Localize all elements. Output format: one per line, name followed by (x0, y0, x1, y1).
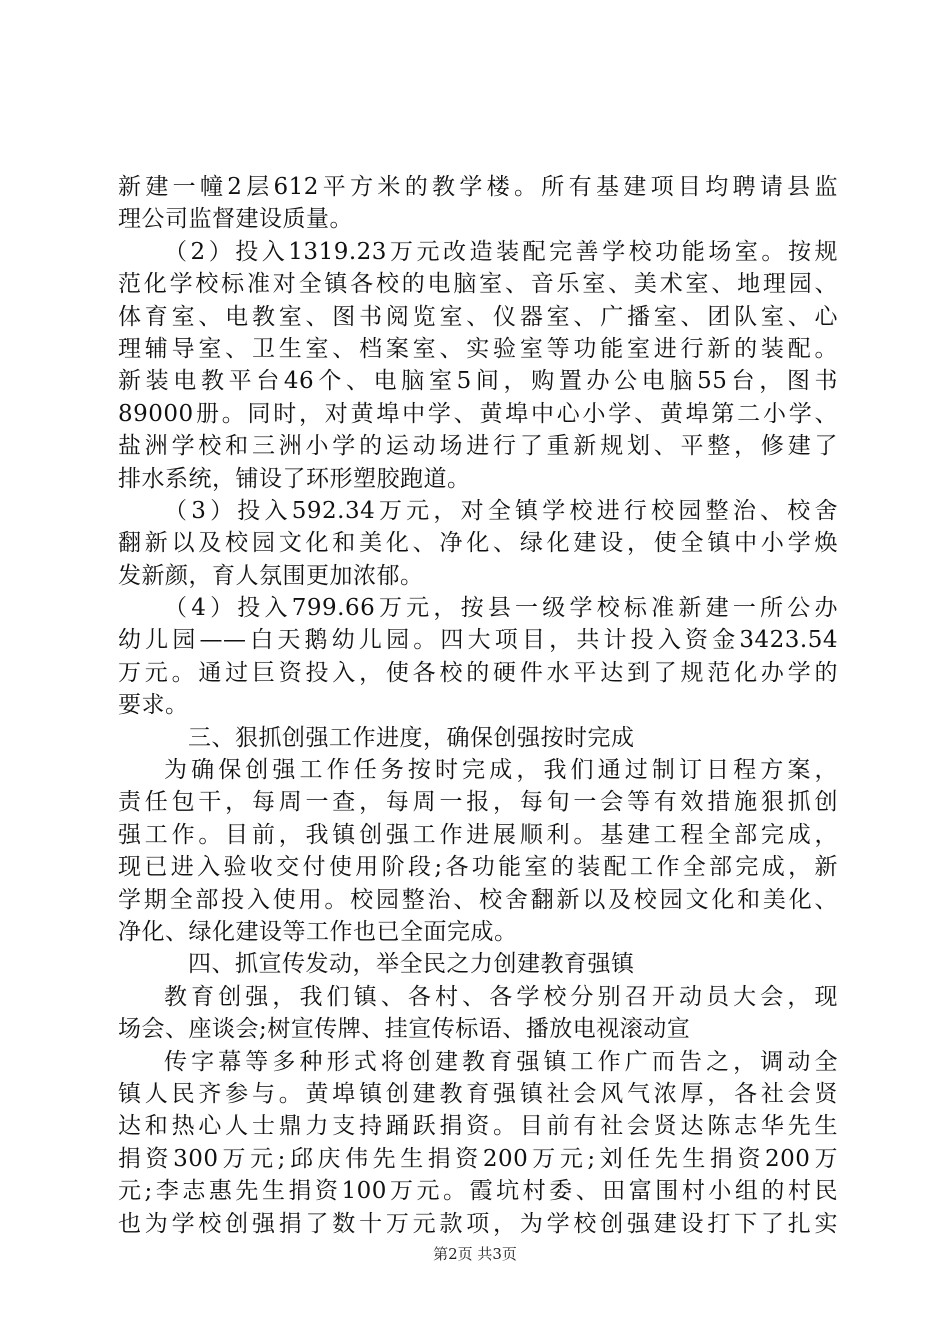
paragraph-line: 教育创强，我们镇、各村、各学校分别召开动员大会，现 (164, 983, 838, 1010)
paragraph-line: 强工作。目前，我镇创强工作进展顺利。基建工程全部完成， (118, 821, 838, 848)
paragraph-line: （4）投入799.66万元，按县一级学校标准新建一所公办 (164, 595, 838, 622)
paragraph-line: 新建一幢2层612平方米的教学楼。所有基建项目均聘请县监 (118, 174, 838, 200)
document-body (118, 171, 838, 1240)
paragraph-line: 排水系统，铺设了环形塑胶跑道。 (118, 465, 471, 492)
paragraph-line: 传字幕等多种形式将创建教育强镇工作广而告之，调动全 (164, 1048, 838, 1075)
paragraph-line: 发新颜，育人氛围更加浓郁。 (118, 562, 424, 589)
paragraph-line: 现已进入验收交付使用阶段;各功能室的装配工作全部完成，新 (118, 854, 838, 881)
paragraph-line: 也为学校创强捐了数十万元款项，为学校创强建设打下了扎实 (118, 1210, 838, 1237)
page-footer: 第2页 共3页 (433, 1245, 517, 1263)
paragraph-line: 89000册。同时，对黄埠中学、黄埠中心小学、黄埠第二小学、 (118, 400, 838, 427)
paragraph-line: 理公司监督建设质量。 (118, 206, 353, 233)
paragraph-line: 体育室、电教室、图书阅览室、仪器室、广播室、团队室、心 (118, 303, 838, 330)
paragraph-line: 学期全部投入使用。校园整治、校舍翻新以及校园文化和美化、 (118, 886, 838, 913)
paragraph-line: 新装电教平台46个、电脑室5间，购置办公电脑55台，图书 (118, 368, 838, 395)
paragraph-line: 场会、座谈会;树宣传牌、挂宣传标语、播放电视滚动宣 (118, 1016, 691, 1043)
paragraph-line: 捐资300万元;邱庆伟先生捐资200万元;刘任先生捐资200万 (118, 1145, 838, 1172)
paragraph-line: （2）投入1319.23万元改造装配完善学校功能场室。按规 (164, 238, 838, 265)
paragraph-line: 盐洲学校和三洲小学的运动场进行了重新规划、平整，修建了 (118, 433, 838, 460)
paragraph-line: 为确保创强工作任务按时完成，我们通过制订日程方案， (164, 757, 838, 784)
section-heading: 三、狠抓创强工作进度，确保创强按时完成 (188, 724, 635, 751)
paragraph-line: 元;李志惠先生捐资100万元。霞坑村委、田富围村小组的村民 (118, 1178, 838, 1205)
paragraph-line: 要求。 (118, 692, 189, 719)
paragraph-line: 达和热心人士鼎力支持踊跃捐资。目前有社会贤达陈志华先生 (118, 1113, 838, 1140)
paragraph-line: 幼儿园——白天鹅幼儿园。四大项目，共计投入资金3423.54 (118, 627, 838, 654)
paragraph-line: 净化、绿化建设等工作也已全面完成。 (118, 918, 518, 945)
paragraph-line: 责任包干，每周一查，每周一报，每旬一会等有效措施狠抓创 (118, 789, 838, 816)
paragraph-line: （3）投入592.34万元，对全镇学校进行校园整治、校舍 (164, 497, 838, 524)
section-heading: 四、抓宣传发动，举全民之力创建教育强镇 (188, 951, 635, 978)
paragraph-line: 镇人民齐参与。黄埠镇创建教育强镇社会风气浓厚，各社会贤 (118, 1080, 838, 1107)
paragraph-line: 范化学校标准对全镇各校的电脑室、音乐室、美术室、地理园、 (118, 271, 838, 298)
paragraph-line: 万元。通过巨资投入，使各校的硬件水平达到了规范化办学的 (118, 659, 838, 686)
paragraph-line: 理辅导室、卫生室、档案室、实验室等功能室进行新的装配。 (118, 335, 838, 362)
paragraph-line: 翻新以及校园文化和美化、净化、绿化建设，使全镇中小学焕 (118, 530, 838, 557)
